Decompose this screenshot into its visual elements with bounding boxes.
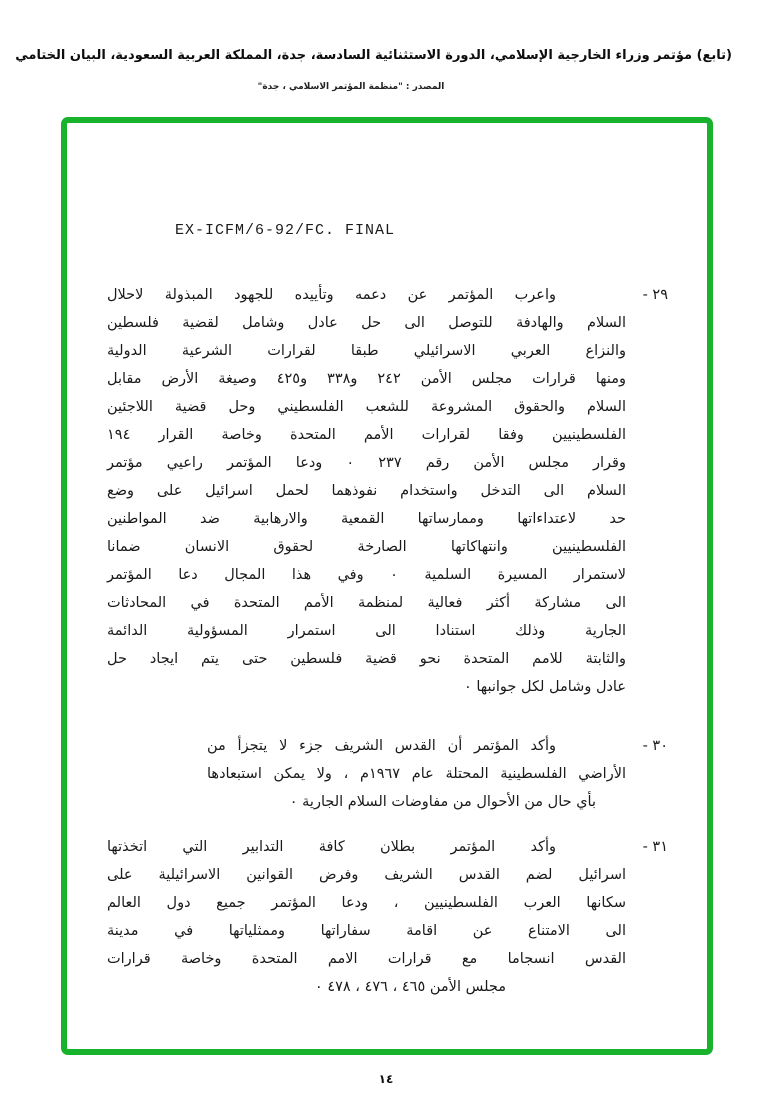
- document-frame: [61, 117, 713, 1055]
- paragraph-line: عادل وشامل لكل جوانبها ٠: [463, 679, 626, 695]
- paragraph-line-text: واعرب المؤتمر عن دعمه وتأييده للجهود المبذولة لاحلال: [107, 287, 556, 303]
- paragraph-line: السلام والهادفة للتوصل الى حل عادل وشامل لقضية فلسطين: [107, 315, 626, 331]
- paragraph-line-text: وأكد المؤتمر بطلان كافة التدابير التي اتخذتها: [107, 839, 556, 855]
- paragraph-line: الى مشاركة أكثر فعالية لمنظمة الأمم المتحدة في المحادثات: [107, 595, 626, 611]
- paragraph-line: السلام الى التدخل واستخدام نفوذهما لحمل اسرائيل على وضع: [107, 483, 626, 499]
- header-title: (تابع) مؤتمر وزراء الخارجية الإسلامي، الدورة الاستثنائية السادسة، جدة، المملكة العربية السعودية، البيان الختامي: [15, 48, 732, 63]
- document-code: EX-ICFM/6-92/FC. FINAL: [175, 222, 396, 239]
- paragraph-31: [107, 833, 668, 1001]
- paragraph-line: بأي حال من الأحوال من مفاوضات السلام الجارية ٠: [289, 794, 596, 810]
- paragraph-line: الى الامتناع عن اقامة سفاراتها وممثلياتها في مدينة: [107, 923, 626, 939]
- paragraph-line: حد لاعتداءاتها وممارساتها القمعية والارهابية ضد المواطنين: [107, 511, 626, 527]
- paragraph-line-text: وأكد المؤتمر أن القدس الشريف جزء لا يتجزأ من: [207, 738, 556, 754]
- paragraph-line: لاستمرار المسيرة السلمية ٠ وفي هذا المجال دعا المؤتمر: [107, 567, 626, 583]
- paragraph-line: القدس انسجاما مع قرارات الامم المتحدة وخاصة قرارات: [107, 951, 626, 967]
- paragraph-line: السلام والحقوق المشروعة للشعب الفلسطيني وحل قضية اللاجئين: [107, 399, 626, 415]
- paragraph-line: ومنها قرارات مجلس الأمن ٢٤٢ و٣٣٨ و٤٢٥ وصيغة الأرض مقابل: [107, 371, 626, 387]
- paragraph-line: والثابتة للامم المتحدة نحو قضية فلسطين حتى يتم ايجاد حل: [107, 651, 626, 667]
- paragraph-line: [107, 833, 626, 861]
- header-source-line: المصدر : "منظمة المؤتمر الاسلامي ، جدة": [257, 82, 445, 92]
- paragraph-line: [207, 732, 626, 760]
- document-body: [107, 281, 668, 1001]
- paragraph-line: سكانها العرب الفلسطينيين ، ودعا المؤتمر جميع دول العالم: [107, 895, 626, 911]
- paragraph-line: اسرائيل لضم القدس الشريف وفرض القوانين الاسرائيلية على: [107, 867, 626, 883]
- paragraph-line: والنزاع العربي الاسرائيلي طبقا لقرارات الشرعية الدولية: [107, 343, 626, 359]
- paragraph-line: الجارية وذلك استنادا الى استمرار المسؤولية الدائمة: [107, 623, 626, 639]
- paragraph-line: مجلس الأمن ٤٦٥ ، ٤٧٦ ، ٤٧٨ ٠: [314, 979, 506, 995]
- paragraph-line: الفلسطينيين وفقا لقرارات الأمم المتحدة وخاصة القرار ١٩٤: [107, 427, 626, 443]
- paragraph-number: ٣٠ -: [642, 738, 668, 754]
- paragraph-line: الأراضي الفلسطينية المحتلة عام ١٩٦٧م ، ولا يمكن استبعادها: [207, 766, 626, 782]
- paragraph-line: الفلسطينيين وانتهاكاتها الصارخة لحقوق الانسان ضمانا: [107, 539, 626, 555]
- paragraph-30: [107, 732, 668, 816]
- paragraph-line: [107, 281, 626, 309]
- paragraph-29: [107, 281, 668, 701]
- paragraph-line: وقرار مجلس الأمن رقم ٢٣٧ ٠ ودعا المؤتمر راعيي مؤتمر: [107, 455, 626, 471]
- paragraph-number: ٢٩ -: [642, 287, 668, 303]
- paragraph-number: ٣١ -: [642, 839, 668, 855]
- page-number: ١٤: [378, 1072, 394, 1086]
